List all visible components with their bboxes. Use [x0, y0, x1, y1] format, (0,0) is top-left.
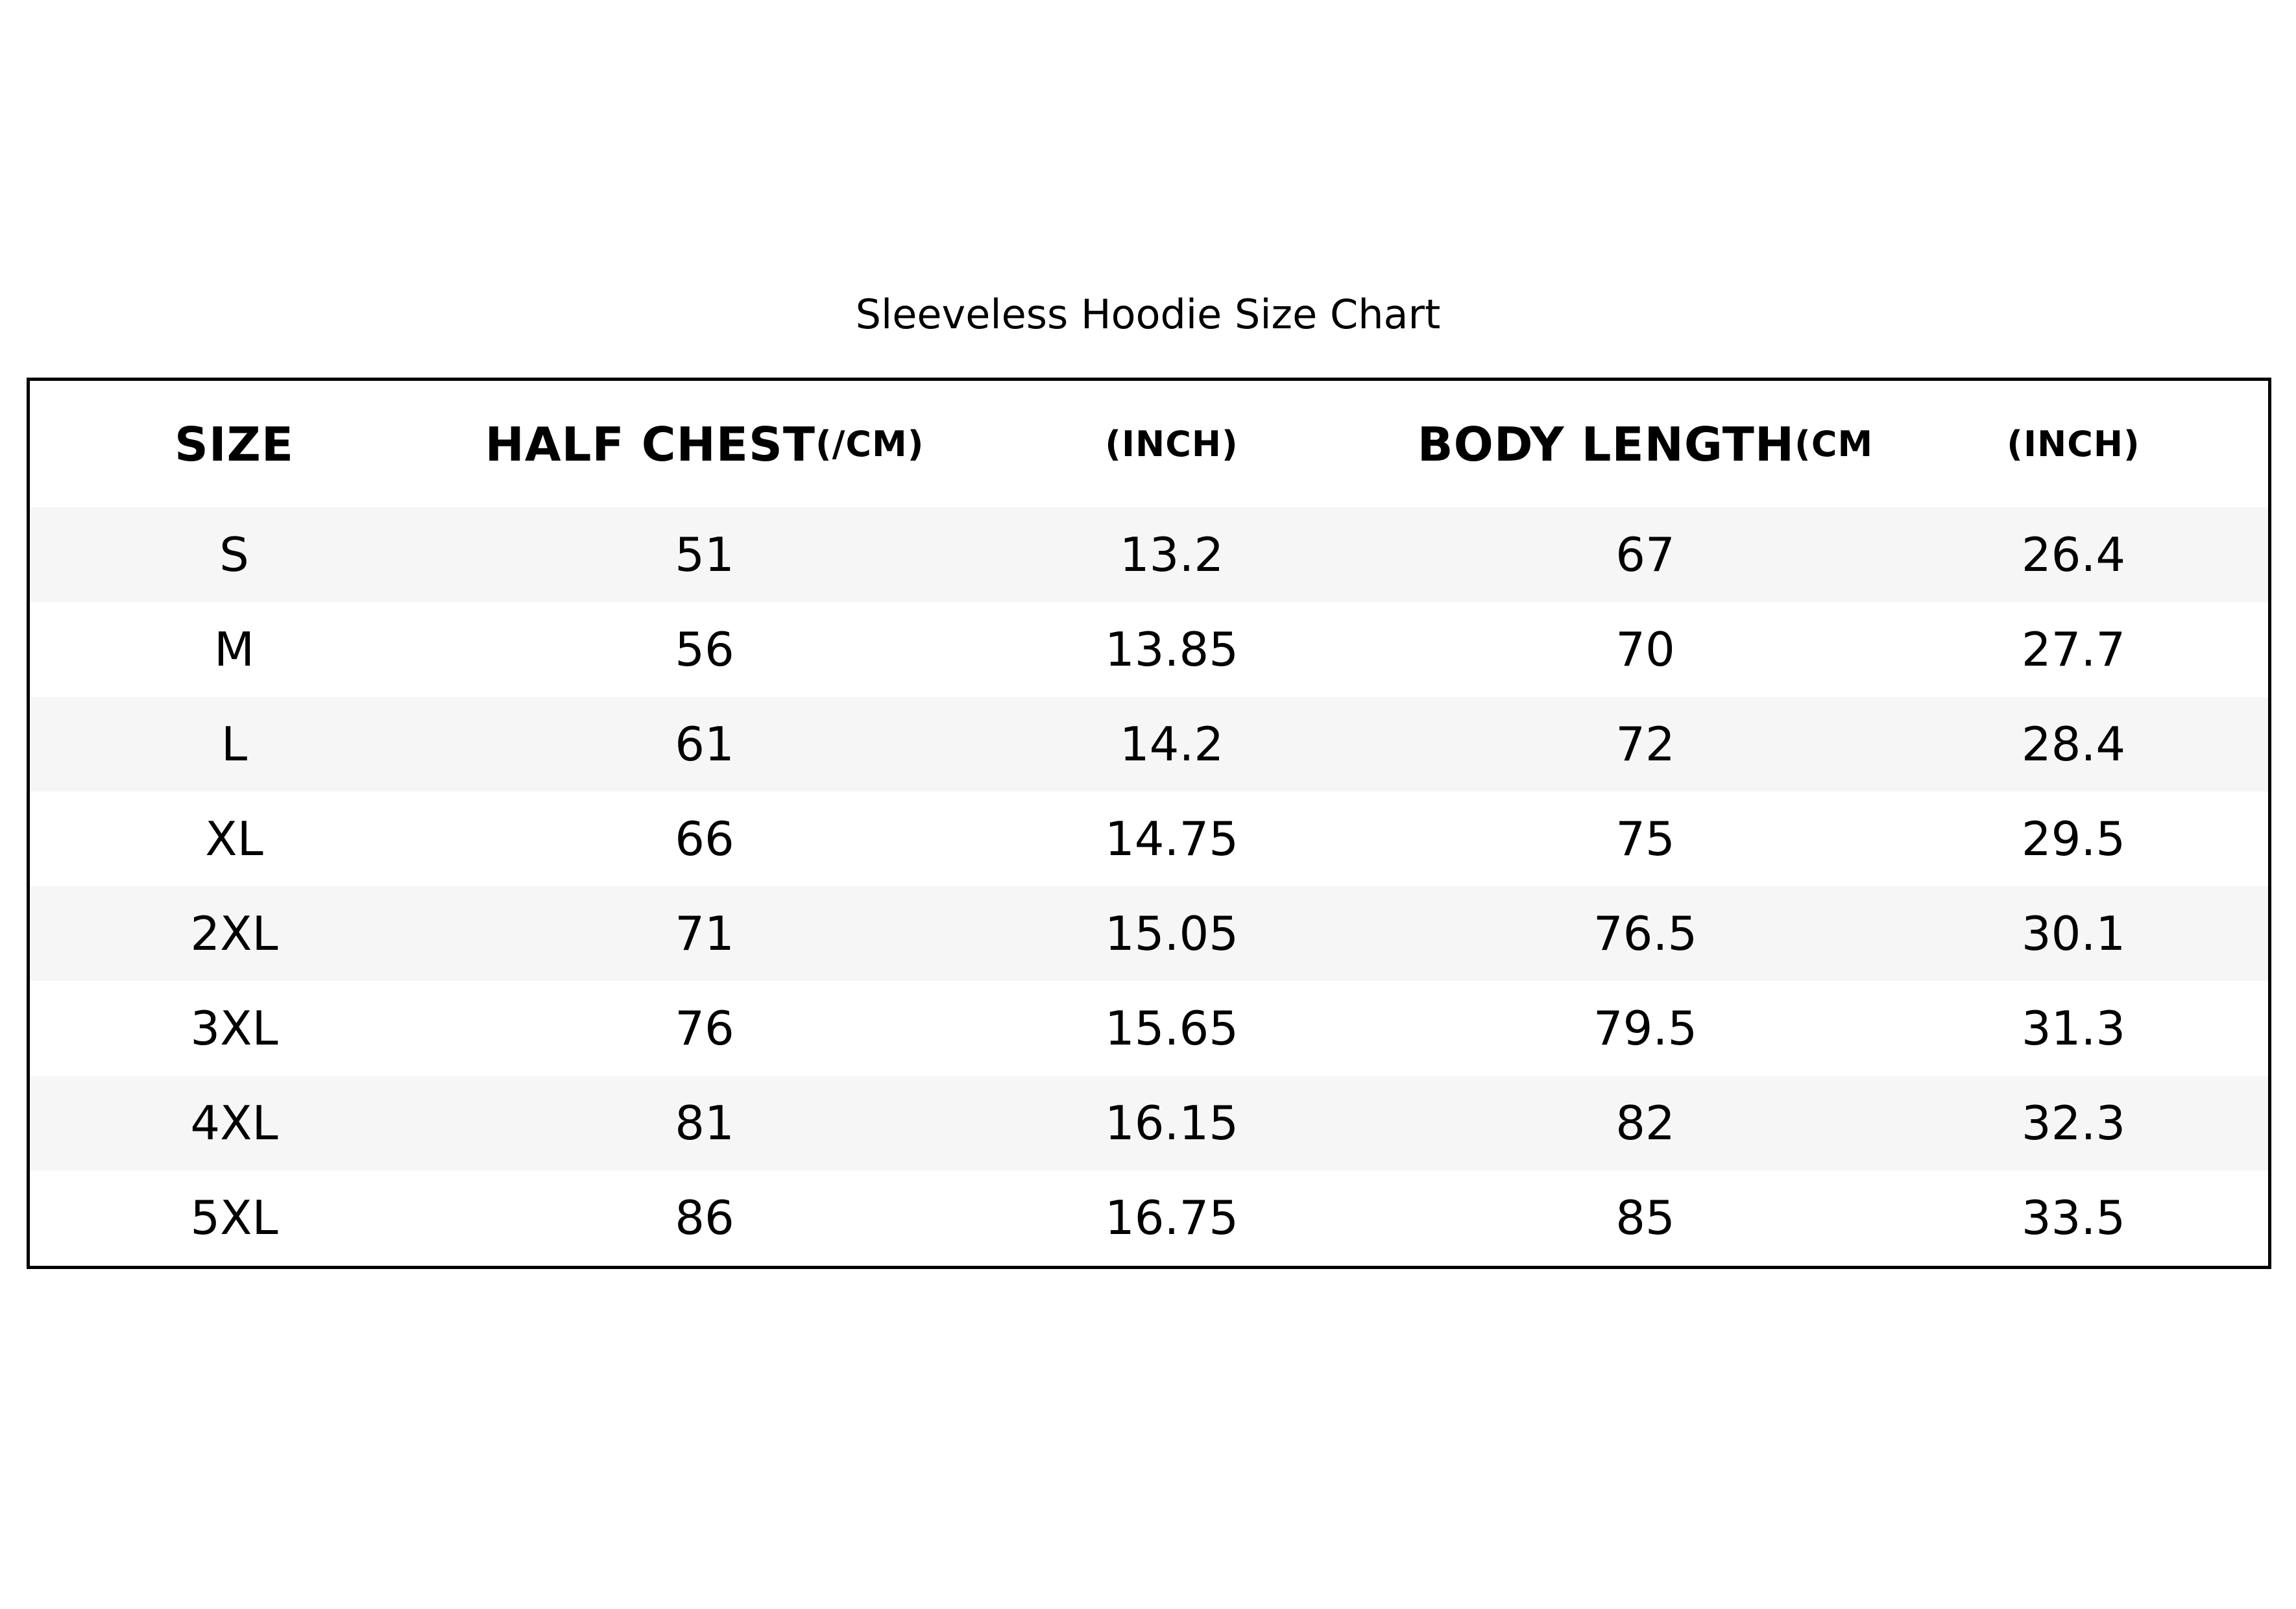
- header-size-label: SIZE: [174, 417, 295, 472]
- cell-length-cm: 79.5: [1593, 1001, 1698, 1056]
- cell-chest-inch: 13.2: [1119, 527, 1224, 582]
- header-half-chest-unit: (/CM): [815, 424, 924, 465]
- cell-size: 3XL: [190, 1001, 278, 1056]
- cell-chest-cm: 81: [675, 1096, 734, 1150]
- cell-length-inch: 30.1: [2021, 906, 2126, 961]
- header-chest-inch: [984, 381, 1360, 507]
- header-body-length: [1360, 381, 1931, 507]
- chart-title: Sleeveless Hoodie Size Chart: [855, 291, 1441, 338]
- table-header-row: [30, 381, 2268, 507]
- cell-chest-inch: 16.75: [1104, 1191, 1239, 1245]
- cell-size: 5XL: [190, 1191, 278, 1245]
- header-body-length-unit: (CM: [1795, 424, 1874, 465]
- table-row: [30, 1170, 2268, 1265]
- cell-chest-cm: 56: [675, 622, 734, 677]
- table-row: [30, 981, 2268, 1076]
- cell-chest-inch: 15.65: [1104, 1001, 1239, 1056]
- cell-chest-inch: 14.2: [1119, 717, 1224, 771]
- cell-length-inch: 26.4: [2021, 527, 2126, 582]
- cell-length-cm: 85: [1615, 1191, 1675, 1245]
- cell-length-cm: 72: [1615, 717, 1675, 771]
- cell-chest-cm: 86: [675, 1191, 734, 1245]
- header-half-chest-label: HALF CHEST: [485, 417, 816, 472]
- size-chart-table: [27, 378, 2271, 1269]
- cell-size: L: [221, 717, 248, 771]
- cell-chest-cm: 71: [675, 906, 734, 961]
- cell-chest-inch: 14.75: [1104, 812, 1239, 866]
- table-row: [30, 792, 2268, 886]
- table-row: [30, 507, 2268, 602]
- cell-chest-inch: 13.85: [1104, 622, 1239, 677]
- cell-length-inch: 32.3: [2021, 1096, 2126, 1150]
- cell-chest-cm: 51: [675, 527, 734, 582]
- cell-length-cm: 75: [1615, 812, 1675, 866]
- cell-length-inch: 28.4: [2021, 717, 2126, 771]
- cell-size: M: [213, 622, 255, 677]
- table-row: [30, 1076, 2268, 1170]
- cell-size: S: [219, 527, 249, 582]
- cell-size: XL: [205, 812, 263, 866]
- cell-length-inch: 33.5: [2021, 1191, 2126, 1245]
- table-row: [30, 602, 2268, 697]
- cell-chest-cm: 66: [675, 812, 734, 866]
- header-length-inch: [1898, 381, 2249, 507]
- header-half-chest: [413, 381, 997, 507]
- cell-length-cm: 70: [1615, 622, 1675, 677]
- cell-length-inch: 27.7: [2021, 622, 2126, 677]
- table-row: [30, 697, 2268, 792]
- cell-length-cm: 76.5: [1593, 906, 1698, 961]
- cell-size: 4XL: [190, 1096, 278, 1150]
- cell-size: 2XL: [190, 906, 278, 961]
- header-length-inch-unit: (INCH): [2007, 424, 2140, 465]
- cell-length-inch: 31.3: [2021, 1001, 2126, 1056]
- header-chest-inch-unit: (INCH): [1105, 424, 1239, 465]
- table-row: [30, 886, 2268, 981]
- cell-length-cm: 67: [1615, 527, 1675, 582]
- cell-chest-inch: 16.15: [1104, 1096, 1239, 1150]
- cell-chest-cm: 61: [675, 717, 734, 771]
- cell-chest-inch: 15.05: [1104, 906, 1239, 961]
- cell-length-inch: 29.5: [2021, 812, 2126, 866]
- cell-chest-cm: 76: [675, 1001, 734, 1056]
- header-body-length-label: BODY LENGTH: [1417, 417, 1795, 472]
- cell-length-cm: 82: [1615, 1096, 1675, 1150]
- header-size: [108, 381, 361, 507]
